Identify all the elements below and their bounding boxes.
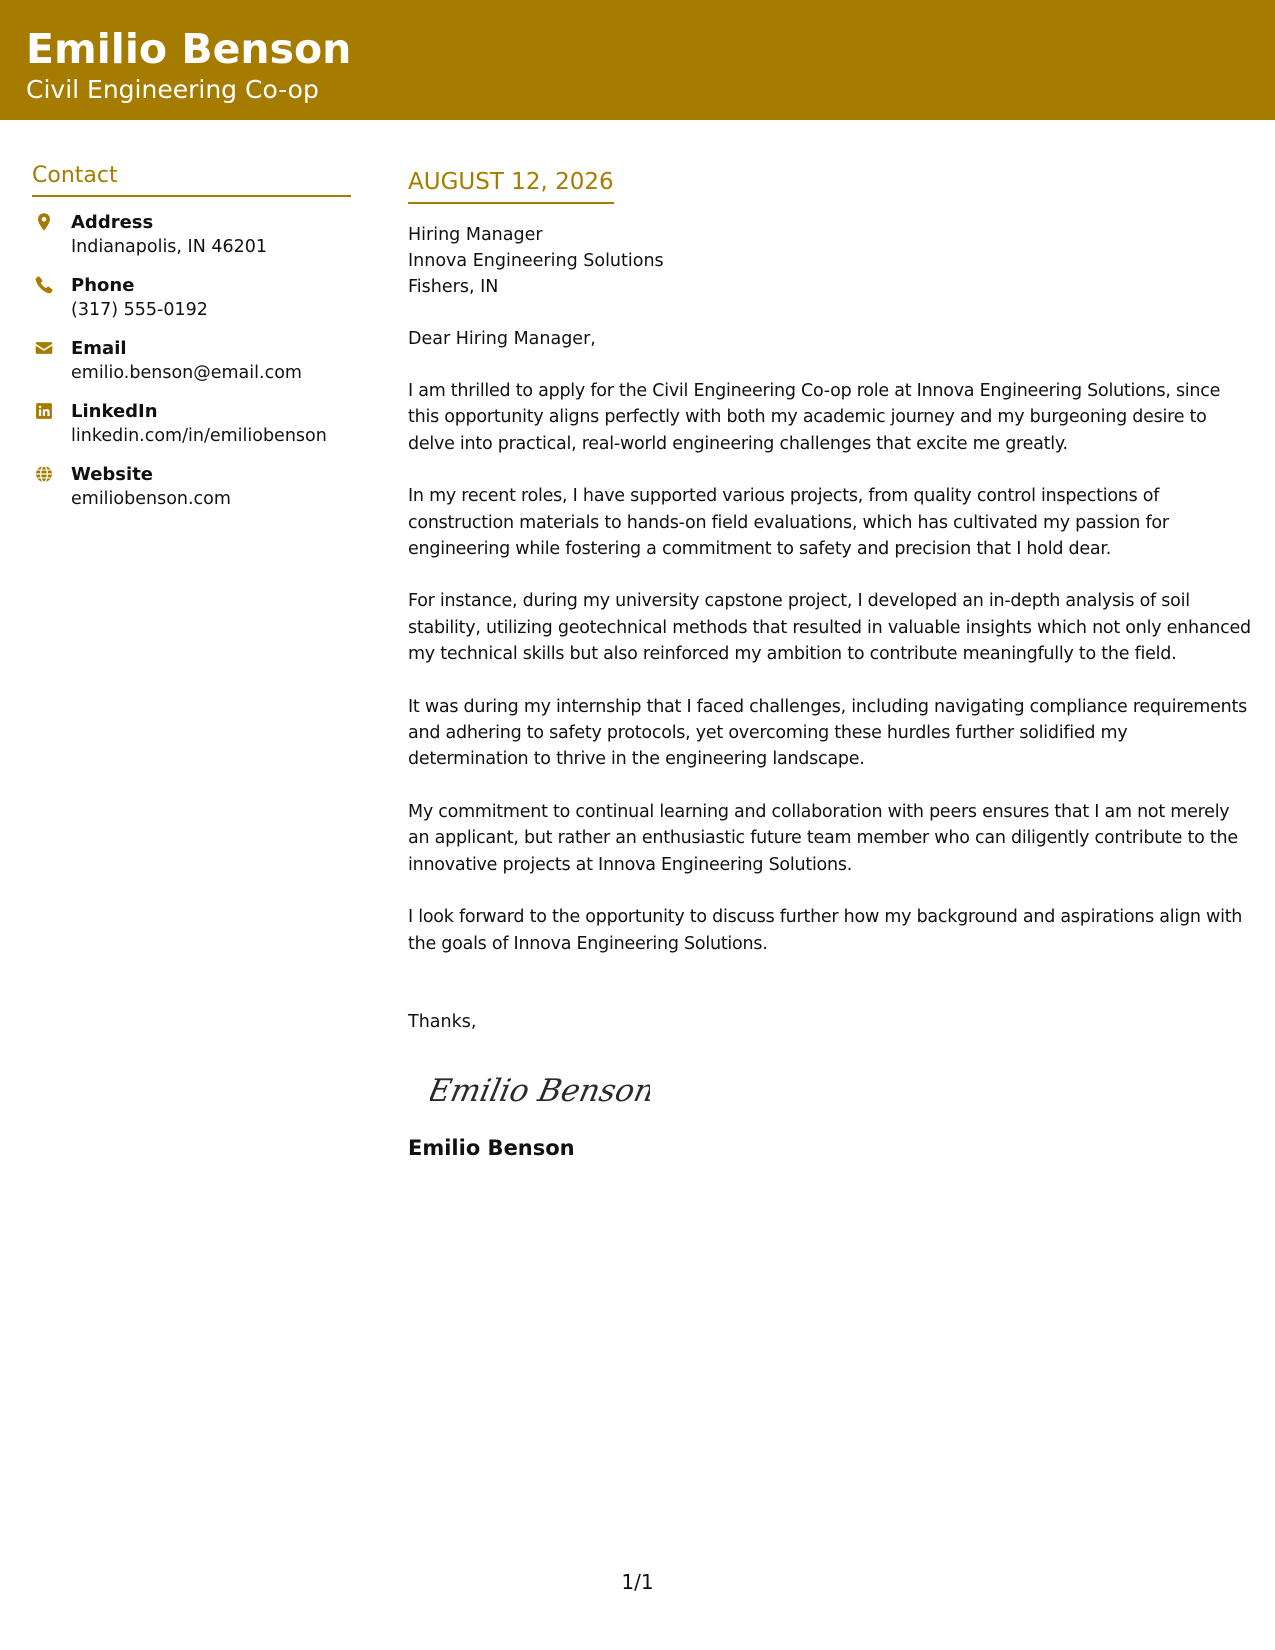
letter-paragraph: I look forward to the opportunity to discuss further how my background and aspirations align with the goals of Innova Engineering Solutions. [408,907,1243,954]
contact-label: Website [71,464,154,485]
globe-icon [34,464,54,484]
contact-label: Phone [71,275,135,296]
recipient-line: Fishers, IN [408,277,499,297]
signature-text: Emilio Benson [430,1073,650,1109]
recipient-line: Hiring Manager [408,225,543,245]
contact-value: emiliobenson.com [71,489,231,509]
contact-item-website [32,463,351,512]
contact-item-address [32,211,351,260]
signer-name: Emilio Benson [408,1135,575,1160]
candidate-name: Emilio Benson [26,25,352,73]
contact-label: Address [71,212,154,233]
candidate-role: Civil Engineering Co-op [26,75,319,104]
contact-sidebar [32,160,351,526]
contact-heading: Contact [32,160,351,197]
letter-paragraph: My commitment to continual learning and collaboration with peers ensures that I am not merely an applicant, but rather an enthusiastic future team member who can diligently contribute to the innovative projects at Innova Engineering Solutions. [408,801,1238,875]
handwritten-signature [430,1065,1253,1113]
page-number: 1/1 [621,1570,654,1594]
recipient-block [408,222,1253,300]
letter-paragraph: I am thrilled to apply for the Civil Engineering Co-op role at Innova Engineering Solutions, since this opportunity aligns perfectly with both my academic journey and my burgeoning desire to delve into practical, real-world engineering challenges that excite me greatly. [408,381,1221,454]
contact-value: Indianapolis, IN 46201 [71,237,268,257]
contact-label: Email [71,338,127,359]
recipient-line: Innova Engineering Solutions [408,251,664,271]
closing: Thanks, [408,1011,477,1032]
signature-image [430,1065,650,1113]
map-pin-icon [34,212,54,232]
contact-item-email [32,337,351,386]
letter-paragraph: It was during my internship that I faced challenges, including navigating compliance requirements and adhering to safety protocols, yet overcoming these hurdles further solidified my determination to thrive in the engineering landscape. [408,696,1247,770]
phone-icon [34,275,54,295]
contact-value: linkedin.com/in/emiliobenson [71,426,327,446]
letter-body [408,166,1253,1163]
letter-date: AUGUST 12, 2026 [408,166,614,204]
envelope-icon [34,338,54,358]
letter-paragraph: For instance, during my university capstone project, I developed an in-depth analysis of soil stability, utilizing geotechnical methods that resulted in valuable insights which not only enhanced my technical skills but also reinforced my ambition to contribute meaningfully to the field. [408,591,1251,665]
contact-value: (317) 555-0192 [71,300,208,320]
salutation: Dear Hiring Manager, [408,329,596,349]
contact-label: LinkedIn [71,401,158,422]
letter-paragraph: In my recent roles, I have supported various projects, from quality control inspections of construction materials to hands-on field evaluations, which has cultivated my passion for engineering while fostering a commitment to safety and precision that I hold dear. [408,486,1169,560]
header-banner [0,0,1275,120]
contact-item-linkedin [32,400,351,449]
linkedin-icon [34,401,54,421]
contact-value: emilio.benson@email.com [71,363,302,383]
contact-item-phone [32,274,351,323]
